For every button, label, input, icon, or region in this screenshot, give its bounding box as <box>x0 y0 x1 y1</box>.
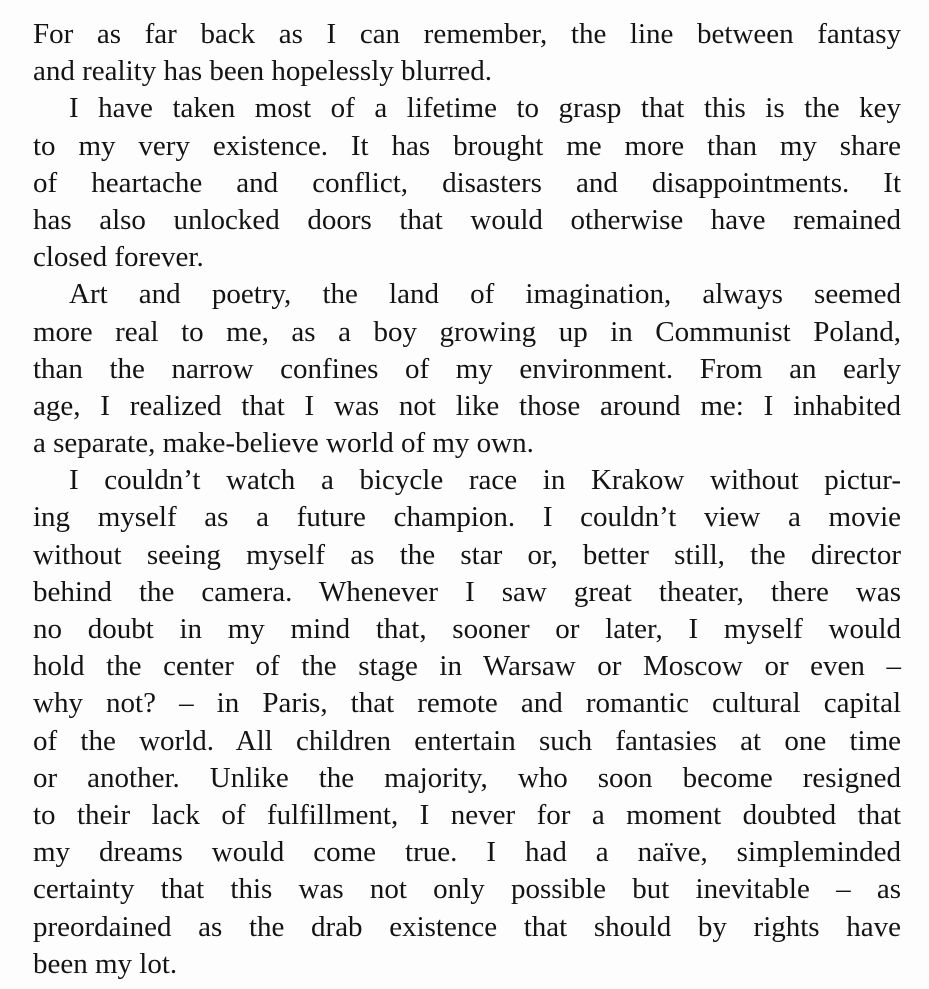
text-line: I couldn’t watch a bicycle race in Krakow without pictur- <box>69 464 901 497</box>
paragraph-1 <box>33 16 901 90</box>
text-line: ing myself as a future champion. I couldn’t view a movie <box>33 501 901 534</box>
text-line: I have taken most of a lifetime to grasp that this is the key <box>69 92 901 125</box>
paragraph-2 <box>33 90 901 276</box>
text-line: or another. Unlike the majority, who soon become resigned <box>33 761 901 794</box>
text-line: preordained as the drab existence that should by rights have <box>33 910 901 943</box>
text-line: than the narrow confines of my environment. From an early <box>33 352 901 385</box>
text-line: to my very existence. It has brought me more than my share <box>33 129 901 162</box>
text-line: no doubt in my mind that, sooner or later, I myself would <box>33 613 901 645</box>
text-line: hold the center of the stage in Warsaw or Moscow or even – <box>33 650 901 683</box>
text-line: why not? – in Paris, that remote and romantic cultural capital <box>33 687 901 720</box>
text-line: Art and poetry, the land of imagination, always seemed <box>69 278 901 311</box>
body-text <box>33 16 901 983</box>
text-line: of the world. All children entertain such fantasies at one time <box>33 724 901 757</box>
text-line: has also unlocked doors that would otherwise have remained <box>33 203 901 236</box>
text-line: more real to me, as a boy growing up in Communist Poland, <box>33 315 901 348</box>
paragraph-3 <box>33 276 901 462</box>
text-line: certainty that this was not only possible but inevitable – as <box>33 873 901 906</box>
text-line: a separate, make-believe world of my own. <box>33 427 534 460</box>
text-line: been my lot. <box>33 947 178 980</box>
text-line: age, I realized that I was not like those around me: I inhabited <box>33 389 901 422</box>
text-line: to their lack of fulfillment, I never for a moment doubted that <box>33 798 901 831</box>
text-line: closed forever. <box>33 241 204 274</box>
text-line: For as far back as I can remember, the line between fantasy <box>33 18 901 50</box>
text-line: and reality has been hopelessly blurred. <box>33 55 493 88</box>
text-line: without seeing myself as the star or, better still, the director <box>33 538 901 571</box>
text-line: of heartache and conflict, disasters and disappointments. It <box>33 166 901 199</box>
paragraph-4 <box>33 462 901 983</box>
text-line: my dreams would come true. I had a naïve, simpleminded <box>33 836 901 869</box>
text-line: behind the camera. Whenever I saw great theater, there was <box>33 575 901 608</box>
